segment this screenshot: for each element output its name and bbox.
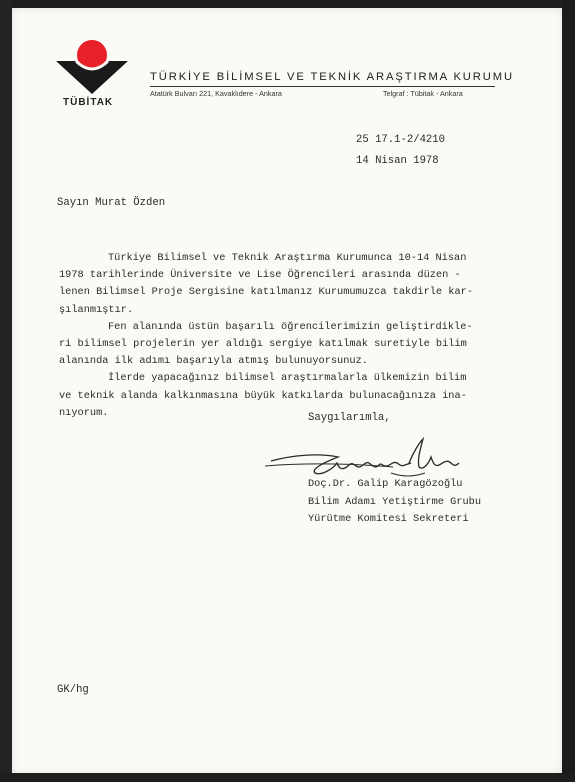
body-line: nıyorum. <box>59 406 109 419</box>
closing: Saygılarımla, <box>308 412 391 424</box>
letter-date: 14 Nisan 1978 <box>356 155 439 167</box>
tubitak-logo-icon <box>56 39 128 95</box>
organization-address: Atatürk Bulvarı 221, Kavaklıdere - Ankara <box>150 89 282 98</box>
signatory-title-line1: Bilim Adamı Yetiştirme Grubu <box>308 495 482 508</box>
scan-border-top <box>0 0 575 8</box>
body-line: ve teknik alanda kalkınmasına büyük katkılarda bulunacağınıza ina- <box>59 389 467 402</box>
salutation: Sayın Murat Özden <box>57 197 166 209</box>
scan-border-right <box>562 0 575 782</box>
signatory-name: Doç.Dr. Galip Karagözoğlu <box>308 478 463 490</box>
body-line: alanında ilk adımı başarıyla atmış bulunuyorsunuz. <box>59 355 368 368</box>
letterhead-rule <box>150 86 495 87</box>
signatory-block <box>308 476 481 529</box>
body-line: Türkiye Bilimsel ve Teknik Araştırma Kurumunca 10-14 Nisan <box>108 252 467 264</box>
logo-wordmark: TÜBİTAK <box>63 97 114 108</box>
body-line: lenen Bilimsel Proje Sergisine katılmanız Kurumumuzca takdirle kar- <box>59 286 474 299</box>
body-line: şılanmıştır. <box>59 303 134 316</box>
signatory-title-line2: Yürütme Komitesi Sekreteri <box>308 513 469 525</box>
scan-border-bottom <box>0 773 575 782</box>
body-line: Fen alanında üstün başarılı öğrencilerimizin geliştirdikle- <box>108 320 473 333</box>
scan-border-left <box>0 0 12 782</box>
organization-name: TÜRKİYE BİLİMSEL VE TEKNİK ARAŞTIRMA KURUMU <box>150 71 514 83</box>
letter-body <box>50 250 473 422</box>
body-line: İlerde yapacağınız bilimsel araştırmalarla ülkemizin bilim <box>108 372 467 385</box>
body-line: ri bilimsel projelerin yer aldığı sergiye katılmak suretiyle bilim <box>59 337 467 350</box>
typist-initials: GK/hg <box>57 684 89 696</box>
body-line: 1978 tarihlerinde Üniversite ve Lise Öğrencileri arasında düzen - <box>59 269 461 282</box>
telegraph-address: Telgraf : Tübitak - Ankara <box>383 89 463 98</box>
reference-number: 25 17.1-2/4210 <box>356 134 446 146</box>
